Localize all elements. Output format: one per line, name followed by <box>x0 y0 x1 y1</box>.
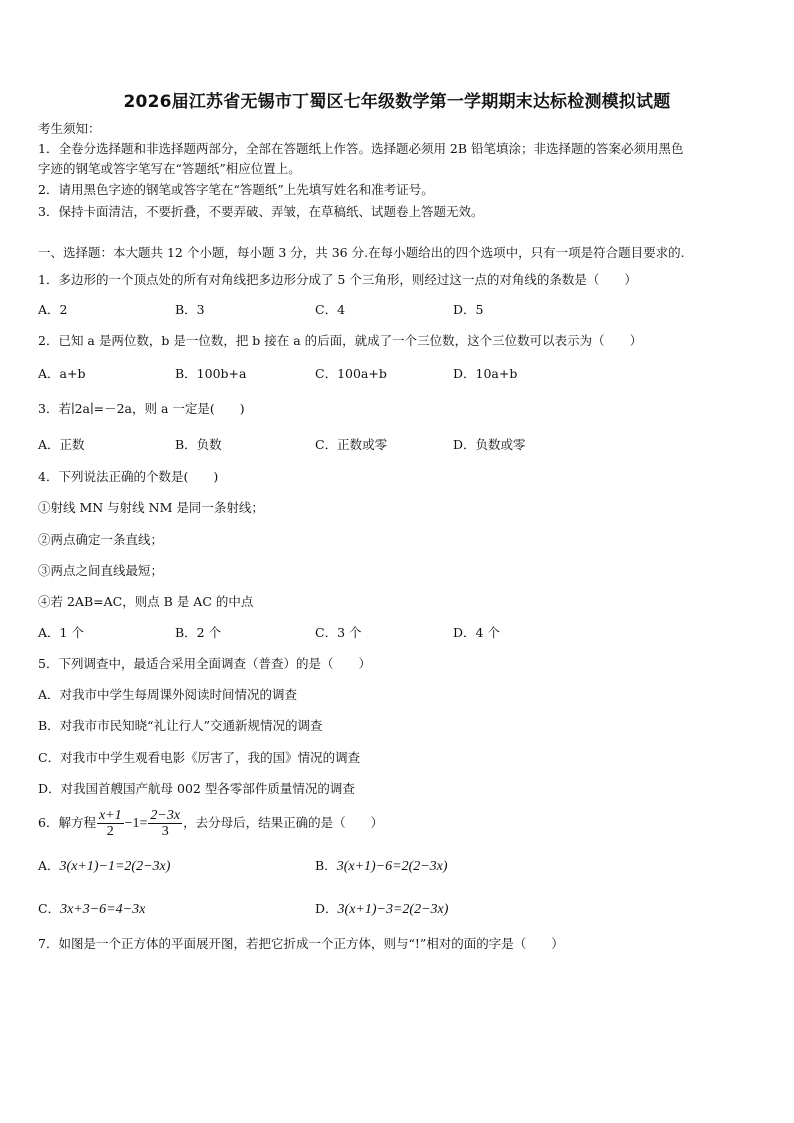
q6-mid: −1= <box>124 816 148 831</box>
q6-option-letter: D． <box>315 901 338 916</box>
q6-option-c <box>38 901 145 918</box>
q2-option-d: D．10a+b <box>453 366 518 381</box>
notice-item: 2．请用黑色字迹的钢笔或答字笔在“答题纸”上先填写姓名和准考证号。 <box>38 182 434 197</box>
q3-option-b: B．负数 <box>175 437 222 452</box>
q6-option-expr: 3(x+1)−1=2(2−3x) <box>59 859 171 874</box>
q4-option-b: B．2 个 <box>175 625 222 640</box>
q6-option-expr: 3x+3−6=4−3x <box>60 902 146 917</box>
q6-frac1-denominator: 2 <box>106 824 114 839</box>
q6-stem-prefix: 6．解方程 <box>38 815 96 830</box>
q6-fraction-left <box>97 808 124 839</box>
q6-fraction-right <box>148 808 182 839</box>
q6-option-letter: C． <box>38 901 61 916</box>
notice-item: 1．全卷分选择题和非选择题两部分，全部在答题纸上作答。选择题必须用 2B 铅笔填涂；非选择题的答案必须用黑色 <box>38 141 684 156</box>
q6-frac2-numerator: 2−3x <box>150 808 181 823</box>
q3-option-a: A．正数 <box>38 437 85 452</box>
q5-option-b: B．对我市市民知晓“礼让行人”交通新规情况的调查 <box>38 718 323 733</box>
q6-option-d <box>315 901 448 918</box>
question-6-stem <box>38 808 383 839</box>
q6-option-b <box>315 858 448 875</box>
q2-option-c: C．100a+b <box>315 366 387 381</box>
q6-option-expr: 3(x+1)−3=2(2−3x) <box>337 902 449 917</box>
q4-statement: ①射线 MN 与射线 NM 是同一条射线； <box>38 500 264 515</box>
q6-frac1-numerator: x+1 <box>98 808 122 823</box>
q5-option-c: C．对我市中学生观看电影《厉害了，我的国》情况的调查 <box>38 750 361 765</box>
q6-option-a <box>38 858 170 875</box>
q1-option-d: D．5 <box>453 302 484 317</box>
q4-statement: ④若 2AB=AC，则点 B 是 AC 的中点 <box>38 594 254 609</box>
q1-option-a: A．2 <box>38 302 68 317</box>
q6-option-letter: B． <box>315 858 337 873</box>
q3-option-d: D．负数或零 <box>453 437 526 452</box>
q4-statement: ②两点确定一条直线； <box>38 532 164 547</box>
q1-option-c: C．4 <box>315 302 346 317</box>
section-heading: 一、选择题：本大题共 12 个小题，每小题 3 分，共 36 分.在每小题给出的四个选项中，只有一项是符合题目要求的. <box>38 245 685 260</box>
q6-option-letter: A． <box>38 858 60 873</box>
question-7-stem: 7．如图是一个正方体的平面展开图，若把它折成一个正方体，则与“!”相对的面的字是（ ） <box>38 936 564 951</box>
q2-option-a: A．a+b <box>38 366 86 381</box>
q2-option-b: B．100b+a <box>175 366 247 381</box>
q4-option-a: A．1 个 <box>38 625 84 640</box>
question-2-stem: 2．已知 a 是两位数，b 是一位数，把 b 接在 a 的后面，就成了一个三位数，这个三位数可以表示为（ ） <box>38 333 643 348</box>
q5-option-a: A．对我市中学生每周课外阅读时间情况的调查 <box>38 687 298 702</box>
question-5-stem: 5．下列调查中，最适合采用全面调查（普查）的是（ ） <box>38 656 371 671</box>
q1-option-b: B．3 <box>175 302 205 317</box>
question-1-stem: 1．多边形的一个顶点处的所有对角线把多边形分成了 5 个三角形，则经过这一点的对角线的条数是（ ） <box>38 272 637 287</box>
question-3-stem: 3．若∣2a∣=－2a，则 a 一定是( ) <box>38 401 245 416</box>
q4-option-c: C．3 个 <box>315 625 362 640</box>
q6-stem-suffix: ，去分母后，结果正确的是（ ） <box>183 815 384 830</box>
question-4-stem: 4．下列说法正确的个数是( ) <box>38 469 219 484</box>
q4-statement: ③两点之间直线最短； <box>38 563 164 578</box>
q5-option-d: D．对我国首艘国产航母 002 型各零部件质量情况的调查 <box>38 781 355 796</box>
q3-option-c: C．正数或零 <box>315 437 388 452</box>
q6-option-expr: 3(x+1)−6=2(2−3x) <box>336 859 448 874</box>
q4-option-d: D．4 个 <box>453 625 500 640</box>
notice-item: 字迹的钢笔或答字笔写在“答题纸”相应位置上。 <box>38 161 301 176</box>
notice-item: 3．保持卡面清洁，不要折叠，不要弄破、弄皱，在草稿纸、试题卷上答题无效。 <box>38 204 484 219</box>
q6-frac2-denominator: 3 <box>161 824 169 839</box>
notice-heading: 考生须知： <box>38 121 101 136</box>
exam-title: 2026届江苏省无锡市丁蜀区七年级数学第一学期期末达标检测模拟试题 <box>123 92 671 112</box>
